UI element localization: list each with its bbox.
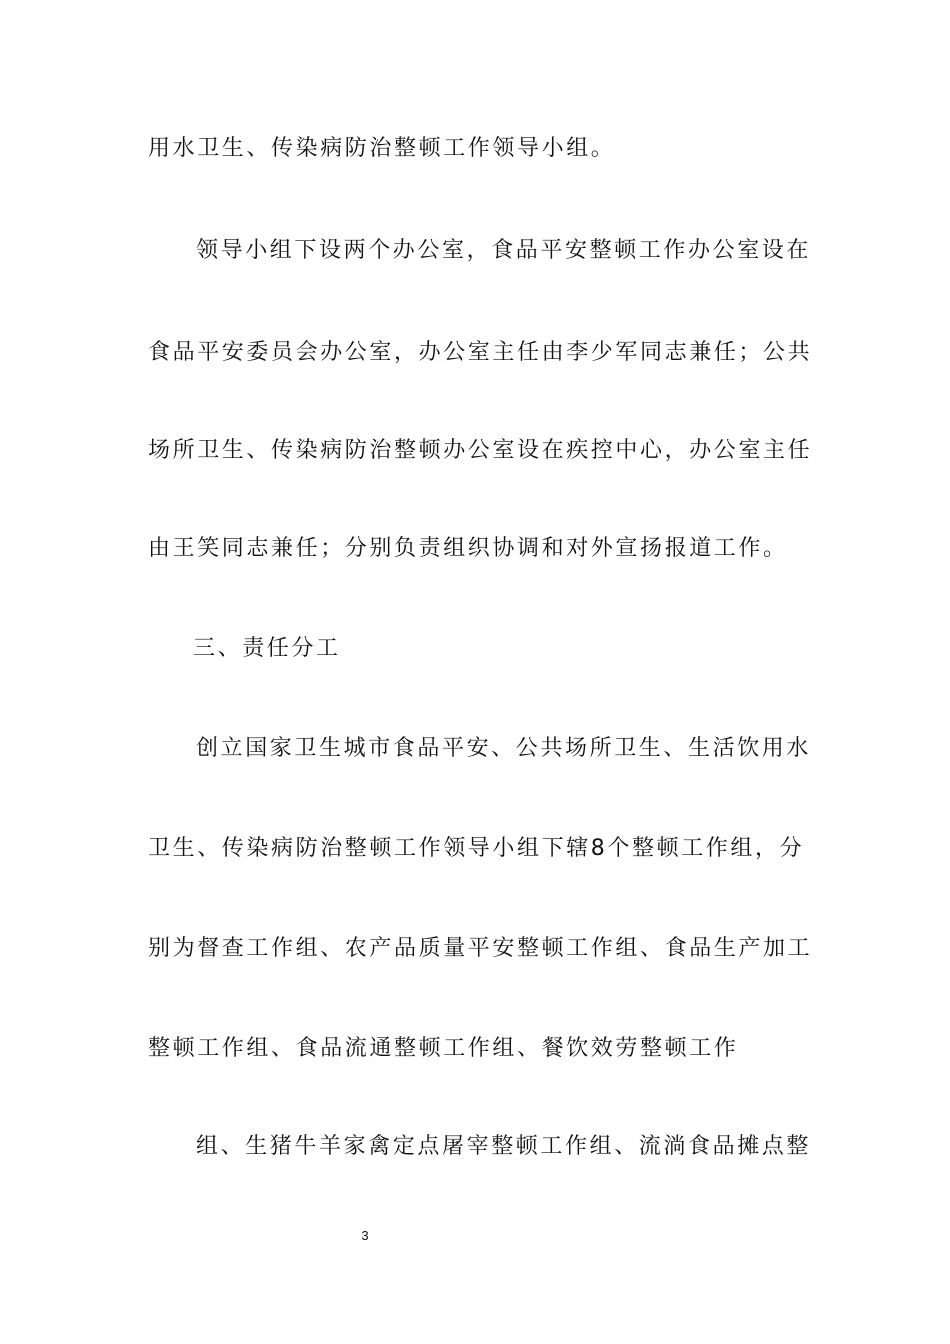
section-heading: 三、责任分工 — [193, 636, 341, 661]
paragraph-line: 卫生、传染病防治整顿工作领导小组下辖8个整顿工作组，分 — [148, 836, 805, 861]
paragraph-line: 别为督查工作组、农产品质量平安整顿工作组、食品生产加工 — [148, 936, 813, 961]
paragraph-line: 由王笑同志兼任；分别负责组织协调和对外宣扬报道工作。 — [148, 536, 788, 561]
paragraph-line: 领导小组下设两个办公室，食品平安整顿工作办公室设在 — [196, 238, 812, 263]
paragraph-line: 用水卫生、传染病防治整顿工作领导小组。 — [148, 136, 616, 161]
paragraph-line: 场所卫生、传染病防治整顿办公室设在疾控中心，办公室主任 — [148, 438, 813, 463]
paragraph-line: 食品平安委员会办公室，办公室主任由李少军同志兼任；公共 — [148, 340, 813, 365]
paragraph-line: 整顿工作组、食品流通整顿工作组、餐饮效劳整顿工作 — [148, 1036, 739, 1061]
page-number: 3 — [361, 1228, 369, 1243]
paragraph-line: 创立国家卫生城市食品平安、公共场所卫生、生活饮用水 — [196, 736, 812, 761]
paragraph-line: 组、生猪牛羊家禽定点屠宰整顿工作组、流淌食品摊点整 — [196, 1134, 812, 1159]
